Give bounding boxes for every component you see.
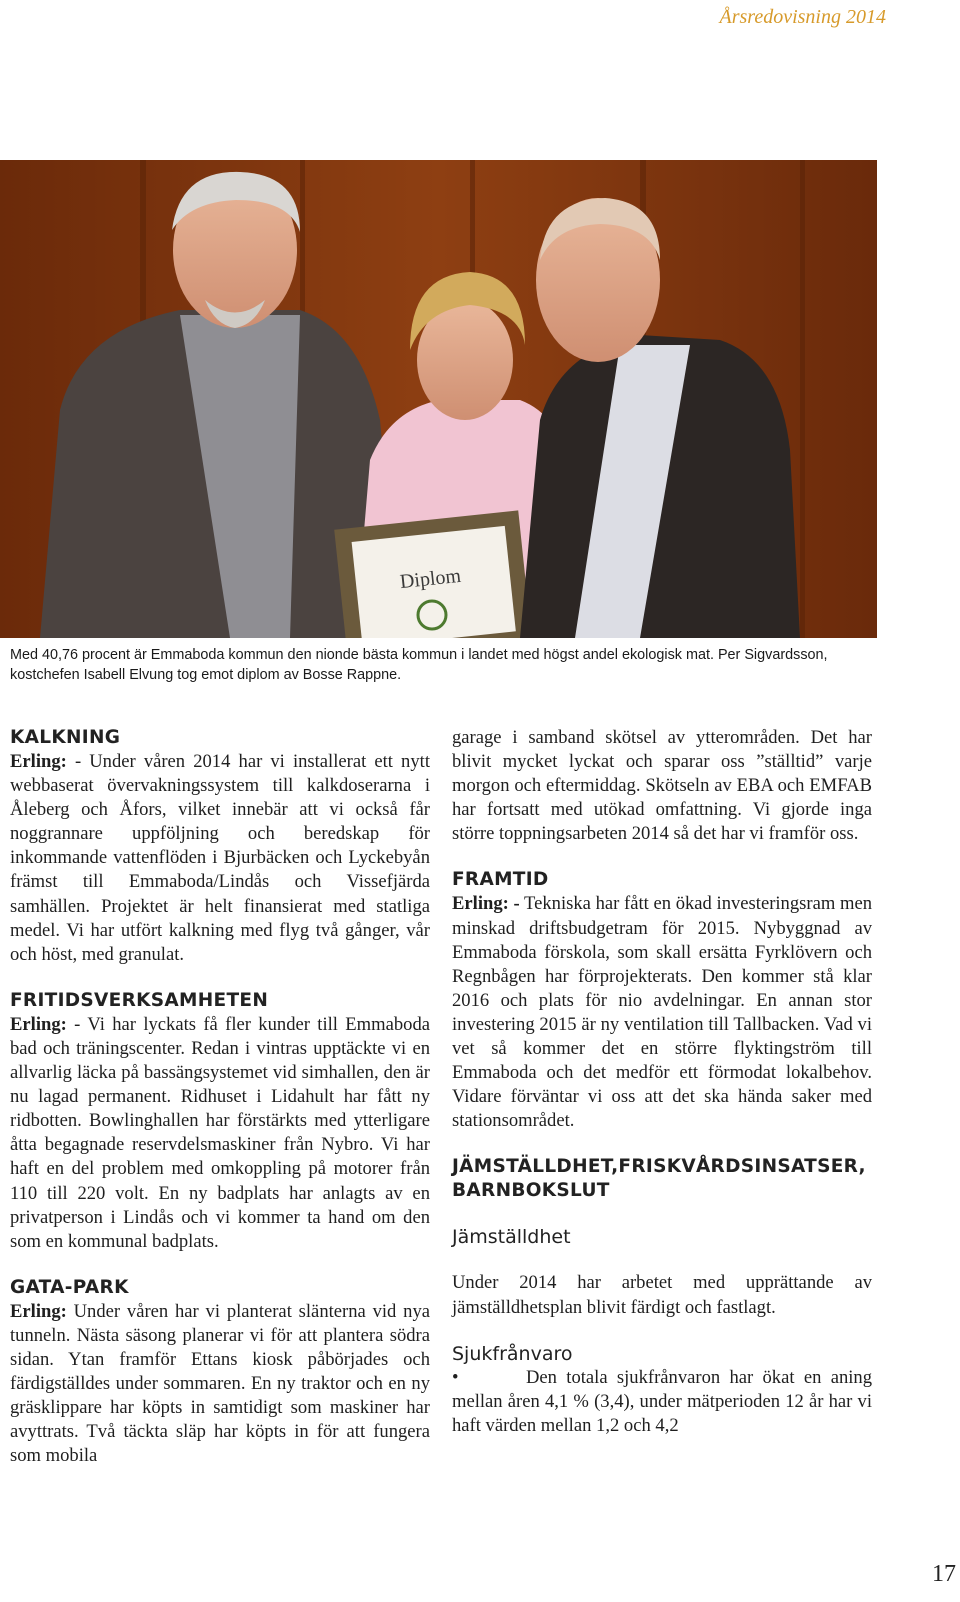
paragraph-sjukfranvaro xyxy=(452,1366,872,1438)
section-heading-fritid: FRITIDSVERKSAMHETEN xyxy=(10,989,269,1011)
photo-illustration xyxy=(0,160,877,638)
subheading-jamstalldhet: Jämställdhet xyxy=(452,1226,571,1249)
paragraph-text: Tekniska har fått en ökad investeringsram men minskad driftsbudgetram för 2015. Nybyggnad av Emmaboda förskola, som skall ersätta Fyrklövern och Regnbågen har förprojekterats. Den kommer stå klar 2016 och plats för nio avdelningar. En annan stor investering 2015 är ny ventilation till Tallbacken. Vad vi vet så kommer det en större flyktingström till Emmaboda och det medför ett förmodat lokalbehov. Vidare förväntar vi oss att det ska hända saker med stationsområdet. xyxy=(452,893,872,1132)
paragraph-gata-park xyxy=(10,1300,430,1469)
page-number: 17 xyxy=(932,1561,956,1587)
section-heading-kalkning: KALKNING xyxy=(10,727,121,748)
bullet-marker: • xyxy=(452,1366,459,1388)
paragraph-text: Den totala sjukfrånvaron har ökat en aning mellan åren 4,1 % (3,4), under mätperioden 12 år har vi haft värden mellan 1,2 och 4,2 xyxy=(452,1366,872,1436)
speaker-label: Erling: xyxy=(10,1300,67,1322)
document-header-title: Årsredovisning 2014 xyxy=(719,6,886,28)
paragraph-framtid xyxy=(452,892,872,1133)
right-column xyxy=(452,726,872,1438)
award-photo xyxy=(0,160,877,638)
left-column xyxy=(10,726,430,1468)
section-heading-framtid: FRAMTID xyxy=(452,869,549,891)
diploma-text: Diplom xyxy=(398,564,462,594)
speaker-label: Erling: xyxy=(10,751,67,772)
section-heading-gata-park: GATA-PARK xyxy=(10,1276,129,1298)
paragraph-text: - Under våren 2014 har vi installerat ett nytt webbaserat övervakningssystem till kalkdoserarna i Åleberg och Åfors, vilket innebär att vi också får noggrannare uppföljning och beredskap för inkommande vattenflöden i Bjurbäcken och Lyckebyån främst till Emmaboda/Lindås och Vissefjärda samhällen. Projektet är helt finansierat med statliga medel. Vi har utfört kalkning med flyg två gånger, vår och höst, med granulat. xyxy=(10,751,430,965)
paragraph-gata-park-continued: garage i samband skötsel av ytterområden. Det har blivit mycket lyckat och sparar oss ”ställtid” varje morgon och eftermiddag. Skötseln av EBA och EMFAB har fortsatt med utökad omfattning. Vi gjorde inga större toppningsarbeten 2014 så det har vi framför oss. xyxy=(452,727,872,845)
section-heading-jamstalldhet: JÄMSTÄLLDHET,FRISKVÅRDSINSATSER, BARNBOKSLUT xyxy=(452,1156,866,1202)
speaker-label: Erling: xyxy=(10,1013,67,1035)
paragraph-kalkning xyxy=(10,750,430,967)
paragraph-text: Under våren har vi planterat slänterna vid nya tunneln. Nästa säsong planerar vi för att plantera södra sidan. Ytan framför Ettans kiosk påbörjades och färdigställdes under sommaren. En ny traktor och en ny gräsklippare har köpts in samtidigt som maskiner har avyttrats. Två täckta släp har köpts in för att fungera som mobila xyxy=(10,1300,430,1467)
subheading-sjukfranvaro: Sjukfrånvaro xyxy=(452,1342,573,1365)
paragraph-text: - Vi har lyckats få fler kunder till Emmaboda bad och träningscenter. Redan i vintras upptäckte vi en allvarlig läcka på bassängsystemet vid simhallen, den är nu lagad permanent. Ridhuset i Lidahult har fått ny ridbotten. Bowlinghallen har förstärkts med ytterligare åtta begagnade reservdelsmaskiner från Nybro. Vi har haft en del problem med omkoppling på motorer från 110 till 220 volt. En ny badplats har anlagts av en privatperson i Lindås och vi kommer ta hand om den som en kommunal badplats. xyxy=(10,1013,430,1252)
photo-caption: Med 40,76 procent är Emmaboda kommun den nionde bästa kommun i landet med högst andel ekologisk mat. Per Sigvardsson, kostchefen Isabell Elvung tog emot diplom av Bosse Rappne. xyxy=(10,647,828,683)
paragraph-fritid xyxy=(10,1013,430,1254)
speaker-label: Erling: - xyxy=(452,893,520,915)
paragraph-jamstalldhet: Under 2014 har arbetet med upprättande av jämställdhetsplan blivit färdigt och fastlagt. xyxy=(452,1272,872,1318)
